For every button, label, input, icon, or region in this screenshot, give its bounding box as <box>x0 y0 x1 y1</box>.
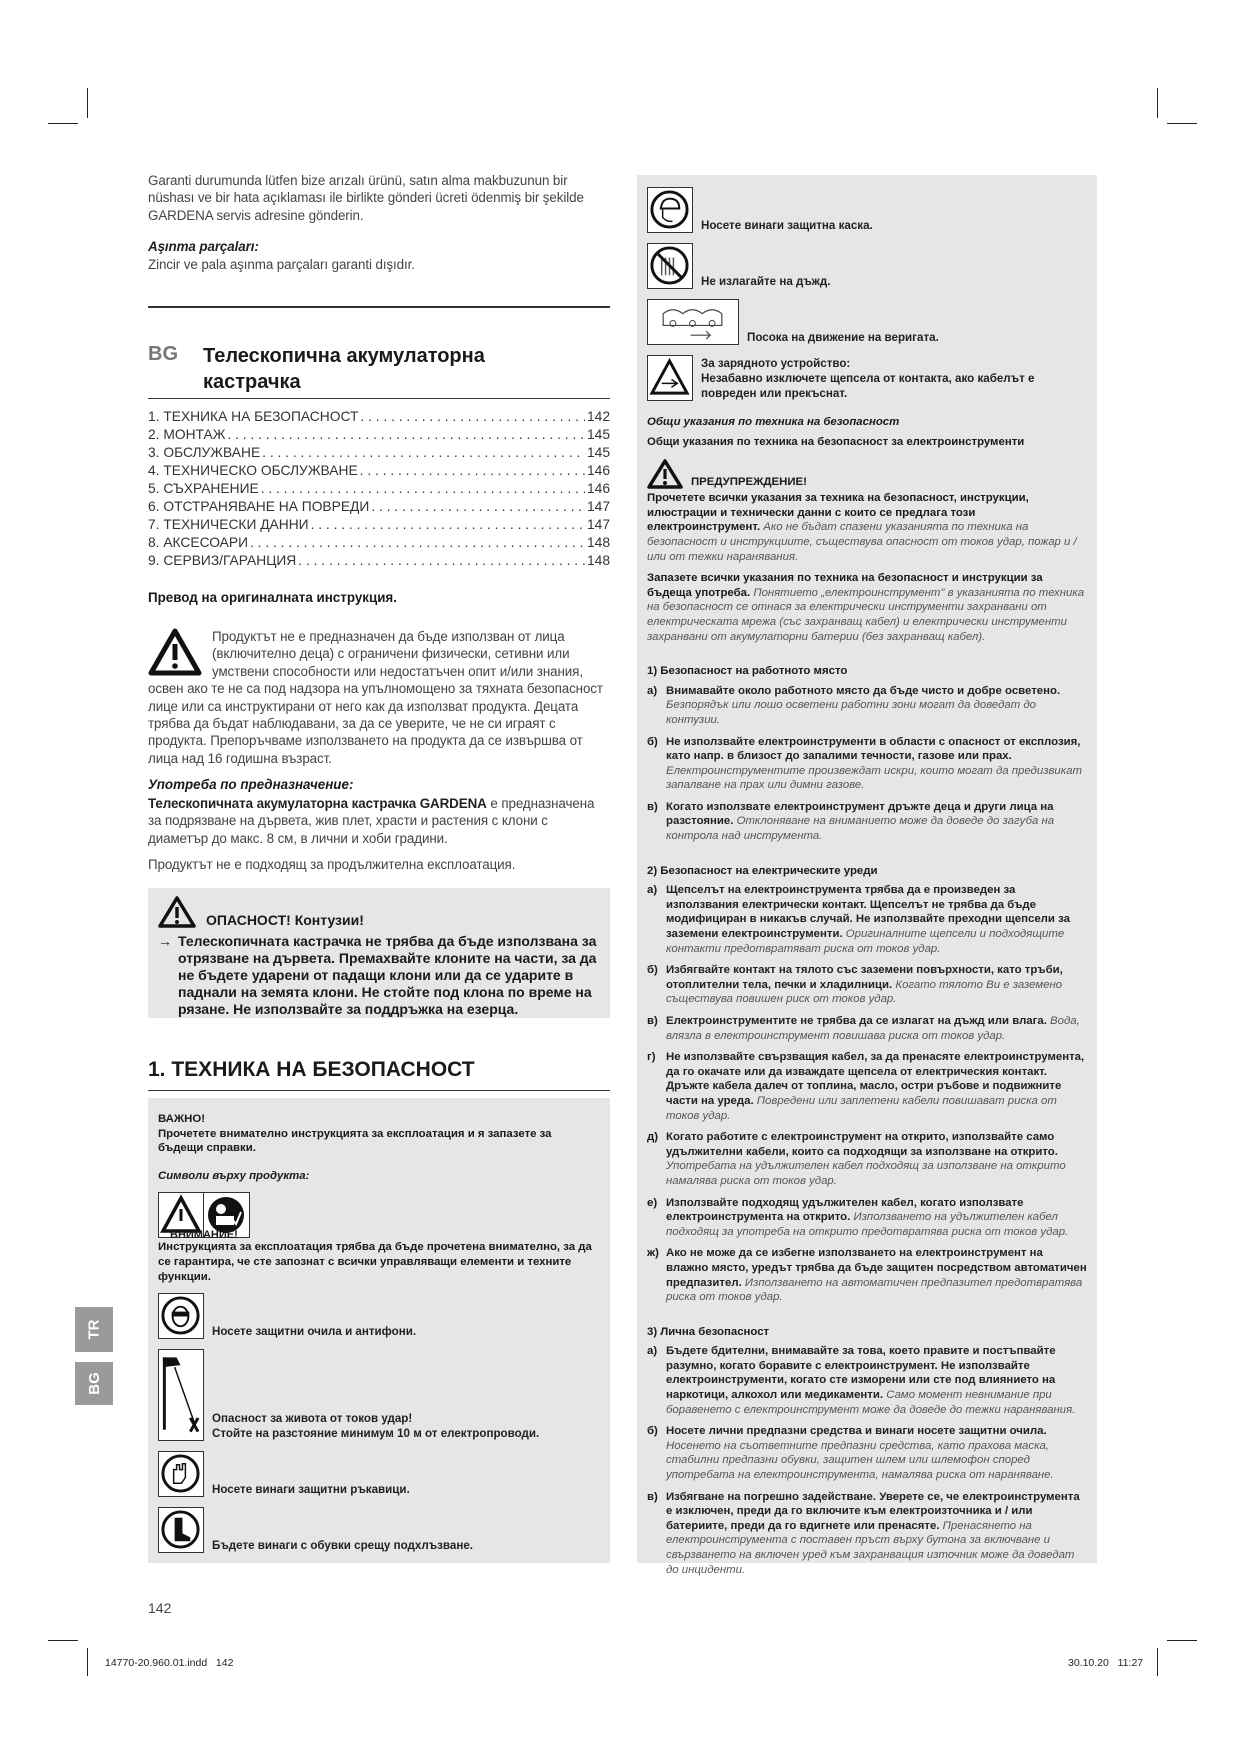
item-italic: Вода, влязла в електроинструмент повишава риска от токов удар. <box>666 1015 1080 1042</box>
item-bold: Използвайте подходящ удължителен кабел, когато използвате електроинструмента на открито. <box>666 1196 1024 1224</box>
item-italic: Употребата на удължителен кабел подходящ за използване на открито намалява риска от токов удар. <box>666 1160 1066 1187</box>
item-bold: Избягване на погрешно задействане. Уверете се, че електроинструмента е изключен, преди да го включите към електроизточника и / или батериите, преди да го вдигнете или пренасяте. <box>666 1490 1080 1532</box>
safety-item <box>647 1246 1087 1304</box>
wear-parts-title: Aşınma parçaları: <box>148 239 259 255</box>
item-bold: Щепселът на електроинструмента трябва да е произведен за използвания електрически контакт. Щепселът не трябва да бъде модифициран в никакъв случай. Не използвайте преходни щепсели за заземени електроинструменти. <box>666 884 1070 941</box>
safety-item <box>647 883 1087 956</box>
toc-leader <box>250 534 585 552</box>
attention-text: Инструкцията за експлоатация трябва да бъде прочетена внимателно, за да се гарантира, че сте запознат с всички управляващи елементи и техните функции. <box>158 1241 592 1283</box>
group-title: 2) Безопасност на електрическите уреди <box>647 864 878 877</box>
toc-label: 5. СЪХРАНЕНИЕ <box>148 481 259 496</box>
attention-symbol <box>158 1192 250 1242</box>
divider <box>148 398 610 399</box>
toc-page: 148 <box>586 535 610 550</box>
symbol-text: Не излагайте на дъжд. <box>701 275 831 288</box>
toc-item[interactable] <box>148 426 610 444</box>
toc-page: 142 <box>586 409 610 424</box>
item-bold: Електроинструментите не трябва да се излагат на дъжд или влага. <box>666 1015 1047 1027</box>
safety-group <box>647 664 1087 844</box>
item-marker: б) <box>647 735 658 748</box>
section-heading <box>148 1058 610 1091</box>
safety-item <box>647 1130 1087 1188</box>
item-marker: е) <box>647 1196 658 1209</box>
table-of-contents <box>148 408 610 570</box>
toc-item[interactable] <box>148 480 610 498</box>
warranty-text: Garanti durumunda lütfen bize arızalı ürünü, satın alma makbuzunun bir nüshası ve bir hata açıklaması ile birlikte gönderi ücreti ödenmiş bir şekilde GARDENA servis adresine gönderin. <box>148 173 584 223</box>
title-line-2: кастрачка <box>203 371 301 393</box>
toc-page: 146 <box>586 481 610 496</box>
item-bold: Бъдете бдителни, внимавайте за това, което правите и постъпвайте разумно, когато боравите с електроинструмент. Не използвайте електроинструменти, когато сте изморени или сте под влиянието на наркотици, алкохол или медикаменти. <box>666 1345 1056 1402</box>
arrow-icon: → <box>158 933 172 949</box>
item-marker: ж) <box>647 1247 659 1260</box>
item-marker: б) <box>647 1425 658 1438</box>
item-italic: Само момент невнимание при боравенето с електроинструмент може да доведе до тежки наранявания. <box>666 1389 1076 1416</box>
safety-item <box>647 800 1087 844</box>
toc-leader <box>371 498 585 516</box>
crop-mark <box>1157 88 1158 118</box>
toc-leader <box>311 516 585 534</box>
gloves-icon <box>158 1451 204 1497</box>
item-italic: Носенето на съответните предпазни средства, като прахова маска, стабилни предпазни обувки, защитен шлем или шлемофон според употребата на електроинструмента, намалява риска от нараняване. <box>666 1439 1054 1482</box>
symbol-text: Посока на движение на веригата. <box>747 331 939 344</box>
translation-note: Превод на оригиналната инструкция. <box>148 590 397 605</box>
symbol-text: Носете защитни очила и антифони. <box>212 1325 417 1339</box>
item-bold: Когато работите с електроинструмент на открито, използвайте само удължителни кабели, които са подходящи за използване на открито. <box>666 1131 1058 1158</box>
warning-p1-italic: Ако не бъдат спазени указанията по техника на безопасност и инструкциите, съществува опасност от токов удар, пожар и / или от тежки наранявания. <box>647 521 1077 563</box>
crop-mark <box>1167 123 1197 124</box>
toc-page: 146 <box>586 463 610 478</box>
toc-label: 6. ОТСТРАНЯВАНЕ НА ПОВРЕДИ <box>148 499 370 514</box>
divider <box>148 306 610 308</box>
no-rain-icon <box>647 243 693 289</box>
important-text: Прочетете внимателно инструкцията за експлоатация и я запазете за бъдещи справки. <box>158 1127 552 1155</box>
toc-page: 145 <box>586 427 610 442</box>
symbol-item <box>158 1293 600 1339</box>
intro-warning <box>148 628 610 767</box>
toc-label: 7. ТЕХНИЧЕСКИ ДАННИ <box>148 517 309 532</box>
symbol-text: Носете винаги защитни ръкавици. <box>212 1483 410 1497</box>
item-bold: Не използвайте свързващия кабел, за да пренасяте електроинструмента, да го окачате или да изваждате щепсела от електрическия контакт. Дръжте кабела далеч от топлина, масло, остри ръбове и подвижните части на уреда. <box>666 1051 1085 1107</box>
attention-label: ВНИМАНИЕ! <box>170 1229 238 1242</box>
toc-label: 3. ОБСЛУЖВАНЕ <box>148 445 261 460</box>
power-line-icon <box>158 1349 204 1441</box>
toc-item[interactable] <box>148 462 610 480</box>
helmet-icon <box>647 187 693 233</box>
intended-use-text <box>148 795 610 847</box>
footer-date: 30.10.20 11:27 <box>1068 1657 1144 1669</box>
intended-use-note: Продуктът не е подходящ за продължителна експлоатация. <box>148 857 516 872</box>
symbol-text: Опасност за живота от токов удар! <box>212 1412 413 1426</box>
toc-page: 147 <box>586 517 610 532</box>
toc-label: 2. МОНТАЖ <box>148 427 226 442</box>
goggles-earmuffs-icon <box>158 1293 204 1339</box>
item-italic: Електроинструментите произвеждат искри, които могат да предизвикат запалване на прах или димни газове. <box>666 764 1082 792</box>
toc-leader <box>298 552 585 570</box>
crop-mark <box>48 123 78 124</box>
symbol-item <box>158 1451 600 1497</box>
safety-item <box>647 1490 1087 1578</box>
group-title: 1) Безопасност на работното място <box>647 665 848 678</box>
toc-item[interactable] <box>148 516 610 534</box>
item-italic: Отклоняване на вниманието може да доведе до загуба на контрола над инструмента. <box>666 815 1055 843</box>
item-bold: Избягвайте контакт на тялото със заземени повърхности, като тръби, отоплителни тела, печки и хладилници. <box>666 964 1063 991</box>
item-italic: Безпорядък или лошо осветени работни зони могат да доведат до контузии. <box>666 699 1037 726</box>
toc-item[interactable] <box>148 534 610 552</box>
toc-item[interactable] <box>148 552 610 570</box>
item-marker: в) <box>647 1015 658 1027</box>
page-title <box>148 343 610 395</box>
warranty-block <box>148 172 610 273</box>
group-title: 3) Лична безопасност <box>647 1325 770 1338</box>
symbol-item <box>158 1507 600 1553</box>
toc-item[interactable] <box>148 444 610 462</box>
item-italic: Използването на автоматичен предпазител предотвратява риска от токов удар. <box>666 1276 1083 1304</box>
symbol-item <box>158 1349 600 1441</box>
toc-leader <box>261 480 585 498</box>
warning-triangle-icon <box>148 628 202 676</box>
warning-p1-bold: Прочетете всички указания за техника на безопасност, инструкции, илюстрации и технически данни с които се предлага този електроинструмент. <box>647 492 1029 534</box>
crop-mark <box>48 1640 78 1641</box>
symbol-text-2: Незабавно изключете щепсела от контакта, ако кабелът е повреден или прекъснат. <box>701 372 1035 400</box>
crop-mark <box>87 1648 88 1676</box>
safety-item <box>647 1050 1087 1123</box>
item-bold: Носете лични предпазни средства и винаги носете защитни очила. <box>666 1425 1047 1438</box>
title-line-1: Телескопична акумулаторна <box>203 345 485 367</box>
warning-label: ПРЕДУПРЕЖДЕНИЕ! <box>691 475 807 488</box>
symbol-item <box>647 243 1087 289</box>
safety-item <box>647 963 1087 1007</box>
toc-leader <box>360 462 585 480</box>
item-marker: a) <box>647 1345 658 1358</box>
toc-label: 8. АКСЕСОАРИ <box>148 535 249 550</box>
item-marker: г) <box>647 1051 656 1064</box>
intended-use-bold: Телескопичната акумулаторна кастрачка GARDENA <box>148 796 487 811</box>
safety-item <box>647 1424 1087 1482</box>
safety-groups <box>647 664 1087 1577</box>
item-marker: в) <box>647 800 658 813</box>
safety-item <box>647 1014 1087 1043</box>
symbol-text: За зарядното устройство: <box>701 357 851 370</box>
toc-label: 4. ТЕХНИЧЕСКО ОБСЛУЖВАНЕ <box>148 463 358 478</box>
safety-item <box>647 684 1087 728</box>
tab-bg[interactable] <box>75 1362 113 1405</box>
symbol-item <box>647 299 1087 345</box>
safety-group <box>647 1325 1087 1578</box>
symbol-text: Носете винаги защитна каска. <box>701 219 873 232</box>
item-marker: a) <box>647 684 658 697</box>
safety-item <box>647 1196 1087 1240</box>
wear-parts-text: Zincir ve pala aşınma parçaları garanti dışıdır. <box>148 256 415 272</box>
language-code: BG <box>148 343 178 365</box>
section-1-heading: 1. ТЕХНИКА НА БЕЗОПАСНОСТ <box>148 1058 475 1081</box>
symbol-item <box>647 355 1087 401</box>
symbols-title: Символи върху продукта: <box>158 1169 310 1182</box>
warning-triangle-icon <box>647 459 683 489</box>
symbols-list <box>647 187 1087 401</box>
important-title: ВАЖНО! <box>158 1113 206 1125</box>
toc-page: 145 <box>586 445 610 460</box>
danger-title: ОПАСНОСТ! Контузии! <box>206 912 364 928</box>
charger-warning-icon <box>647 355 693 401</box>
item-marker: в) <box>647 1490 658 1503</box>
symbol-item <box>647 187 1087 233</box>
item-italic: Пренасянето на електроинструмента с поставен пръст върху бутона за включване и свързването на включен уред към захранващия източник може да доведат до инциденти. <box>666 1519 1075 1576</box>
item-bold: Ако не може да се избегне използването на електроинструмент на влажно място, уредът трябва да бъде защитен посредством автоматичен предпазител. <box>666 1247 1087 1289</box>
symbol-text: Бъдете винаги с обувки срещу подхлъзване. <box>212 1539 473 1553</box>
toc-leader <box>262 444 585 462</box>
right-column-box <box>637 175 1097 1576</box>
symbol-text-2: Стойте на разстояние минимум 10 м от електропроводи. <box>212 1427 540 1441</box>
crop-mark <box>87 88 88 118</box>
item-marker: a) <box>647 884 658 897</box>
item-bold: Когато използвате електроинструмент дръжте деца и други лица на разстояние. <box>666 800 1054 828</box>
warning-triangle-icon <box>158 896 196 928</box>
intended-use-title: Употреба по предназначение: <box>148 777 354 792</box>
item-italic: Използването на удължителен кабел подходящ за употреба на открито предотвратява риска от токов удар. <box>666 1211 1069 1238</box>
symbols-list <box>158 1293 600 1553</box>
warning-p2-bold: Запазете всички указания по техника на безопасност и инструкции за бъдеща употреба. <box>647 572 1043 599</box>
item-bold: Внимавайте около работното място да бъде чисто и добре осветено. <box>666 684 1061 697</box>
crop-mark <box>1167 1640 1197 1641</box>
item-marker: д) <box>647 1131 659 1144</box>
toc-page: 148 <box>586 553 610 568</box>
toc-page: 147 <box>586 499 610 514</box>
boots-icon <box>158 1507 204 1553</box>
item-bold: Не използвайте електроинструменти в области с опасност от експлозия, като напр. в близост до запалими течности, газове или прах. <box>666 735 1081 763</box>
item-italic: Когато тялото Ви е заземено съществува повишен риск от токов удар. <box>666 978 1063 1006</box>
toc-label: 1. ТЕХНИКА НА БЕЗОПАСНОСТ <box>148 409 359 424</box>
safety-group <box>647 864 1087 1305</box>
footer-file: 14770-20.960.01.indd 142 <box>105 1657 234 1669</box>
toc-leader <box>227 426 585 444</box>
warning-p2-italic: Понятието „електроинструмент" в указанията по техника на безопасност се отнася за електрически инструменти захранвани от електрическата мрежа (със захранващ кабел) и електрически инструменти захранвани от акумулаторни батерии (без захранващ кабел). <box>647 586 1085 643</box>
safety-item <box>647 1344 1087 1417</box>
chain-direction-icon <box>647 299 739 345</box>
safety-item <box>647 735 1087 793</box>
toc-label: 9. СЕРВИЗ/ГАРАНЦИЯ <box>148 553 297 568</box>
general-title-italic: Общи указания по техника на безопасност <box>647 416 900 428</box>
tab-label: BG <box>85 1372 103 1395</box>
item-italic: Повредени или заплетени кабели повишават риска от токов удар. <box>666 1094 1057 1122</box>
item-marker: б) <box>647 964 658 977</box>
important-box <box>148 1098 610 1563</box>
item-italic: Оригиналните щепсели и подходящите контакти предотвратяват риска от токов удар. <box>666 928 1065 955</box>
danger-text: Телескопичната кастрачка не трябва да бъде използвана за отрязване на дървета. Премахвайте клоните на части, за да не бъдете ударени от падащи клони или да се ударите в паднали на земята клони. Не стойте под клона по време на рязане. Не използвайте за поддръжка на езерца. <box>178 933 597 1017</box>
danger-box <box>148 888 610 1018</box>
crop-mark <box>1157 1648 1158 1676</box>
page-number: 142 <box>148 1600 172 1616</box>
toc-leader <box>360 408 585 426</box>
general-title: Общи указания по техника на безопасност за електроинструменти <box>647 435 1025 448</box>
intended-use-body: е предназначена за подрязване на дървета, жив плет, храсти и растения с клони с диаметър до макс. 8 см, в лични и хоби градини. <box>148 796 595 846</box>
intended-use <box>148 776 610 847</box>
toc-item[interactable] <box>148 408 610 426</box>
tab-label: TR <box>85 1319 103 1340</box>
tab-tr[interactable] <box>75 1307 113 1352</box>
toc-item[interactable] <box>148 498 610 516</box>
intro-warning-text: Продуктът не е предназначен да бъде използван от лица (включително деца) с ограничени физически, сетивни или умствени способности или недостатъчен опит и/или знания, освен ако те не са под надзора на упълномощено за тяхната безопасност лице или са инструктирани от него как да използват продукта. Децата трябва да бъдат наблюдавани, за да се уверите, че не си играят с продукта. Препоръчваме използването на продукта да се извършва от лица над 16 годишна възраст. <box>148 629 603 766</box>
